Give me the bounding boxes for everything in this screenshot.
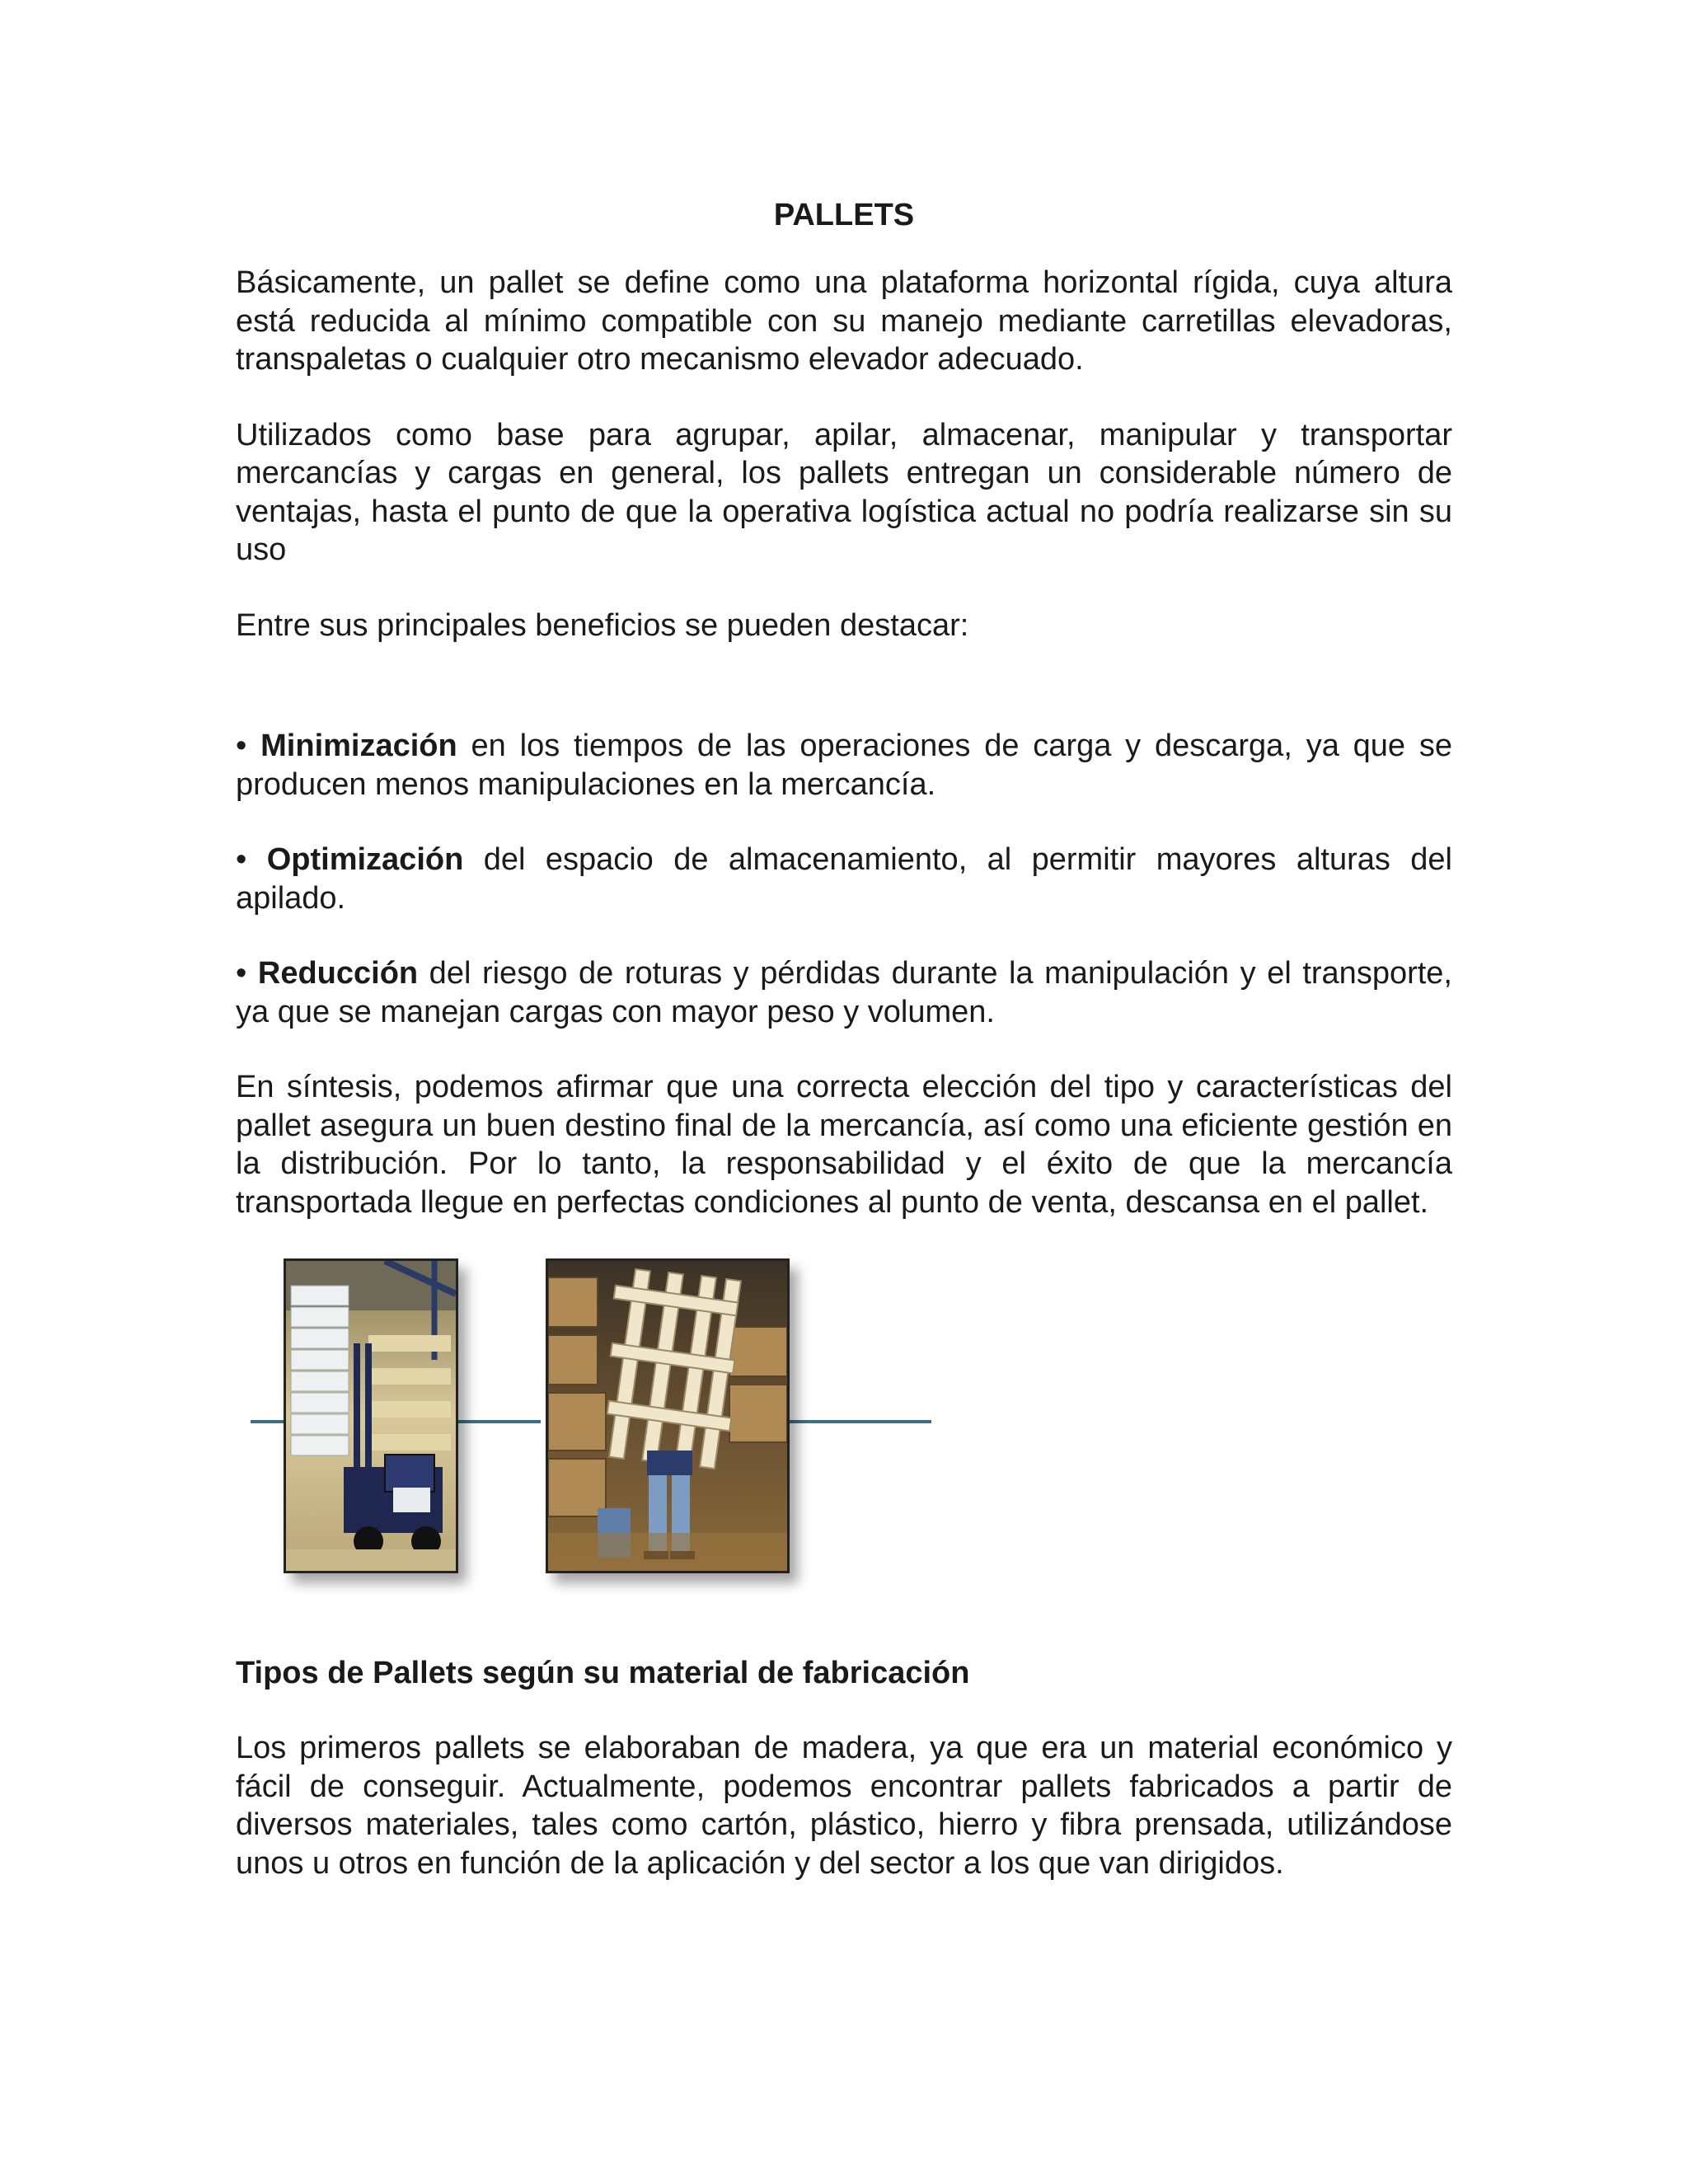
bullet-term: Optimización — [266, 842, 464, 877]
bullet-marker: • — [236, 842, 247, 877]
connector-line — [251, 1420, 284, 1423]
paragraph-uses: Utilizados como base para agrupar, apilar, almacenar, manipular y transportar mercancías y cargas en general, los pallets entregan un considerable número de ventajas, hasta el punto de que la operativa logística actual no podría realizarse sin su uso — [236, 417, 1452, 567]
worker-carrying-pallet-image — [548, 1261, 787, 1571]
bullet-text: en los tiempos de las operaciones de carga y descarga, ya que se producen menos manipulaciones en la mercancía. — [236, 729, 1452, 802]
document-title: PALLETS — [773, 198, 915, 232]
document-page — [236, 191, 1452, 1882]
paragraph-benefits-intro: Entre sus principales beneficios se pueden destacar: — [236, 607, 969, 643]
bullet-item — [236, 727, 1452, 804]
paragraph-materials: Los primeros pallets se elaboraban de madera, ya que era un material económico y fácil de conseguir. Actualmente, podemos encontrar pallets fabricados a partir de diversos materiales, tales como cartón, plástico, hierro y fibra prensada, utilizándose unos u otros en función de la aplicación y del sector a los que van dirigidos. — [236, 1731, 1452, 1881]
pallet-photos-figure — [236, 1258, 1452, 1605]
connector-line — [458, 1420, 541, 1423]
paragraph-synthesis: En síntesis, podemos afirmar que una correcta elección del tipo y características del pallet asegura un buen destino final de la mercancía, así como una eficiente gestión en la distribución. Por lo tanto, la responsabilidad y el éxito de que la mercancía transportada llegue en perfectas condiciones al punto de venta, descansa en el pallet. — [236, 1070, 1452, 1220]
connector-line — [783, 1420, 931, 1423]
bullet-text: del riesgo de roturas y pérdidas durante la manipulación y el transporte, ya que se manejan cargas con mayor peso y volumen. — [236, 956, 1452, 1029]
section-subtitle: Tipos de Pallets según su material de fabricación — [236, 1656, 970, 1690]
paragraph-definition: Básicamente, un pallet se define como una plataforma horizontal rígida, cuya altura está reducida al mínimo compatible con su manejo mediante carretillas elevadoras, transpaletas o cualquier otro mecanismo elevador adecuado. — [236, 265, 1452, 377]
bullet-item — [236, 841, 1452, 917]
bullet-text: del espacio de almacenamiento, al permitir mayores alturas del apilado. — [236, 842, 1452, 916]
forklift-warehouse-photo — [284, 1258, 458, 1573]
bullet-marker: • — [236, 729, 247, 763]
bullet-term: Reducción — [257, 956, 419, 991]
bullet-marker: • — [236, 956, 247, 991]
worker-carrying-pallet-photo — [546, 1258, 790, 1573]
bullet-term: Minimización — [260, 729, 457, 763]
forklift-warehouse-image — [286, 1261, 456, 1571]
bullet-item — [236, 954, 1452, 1031]
